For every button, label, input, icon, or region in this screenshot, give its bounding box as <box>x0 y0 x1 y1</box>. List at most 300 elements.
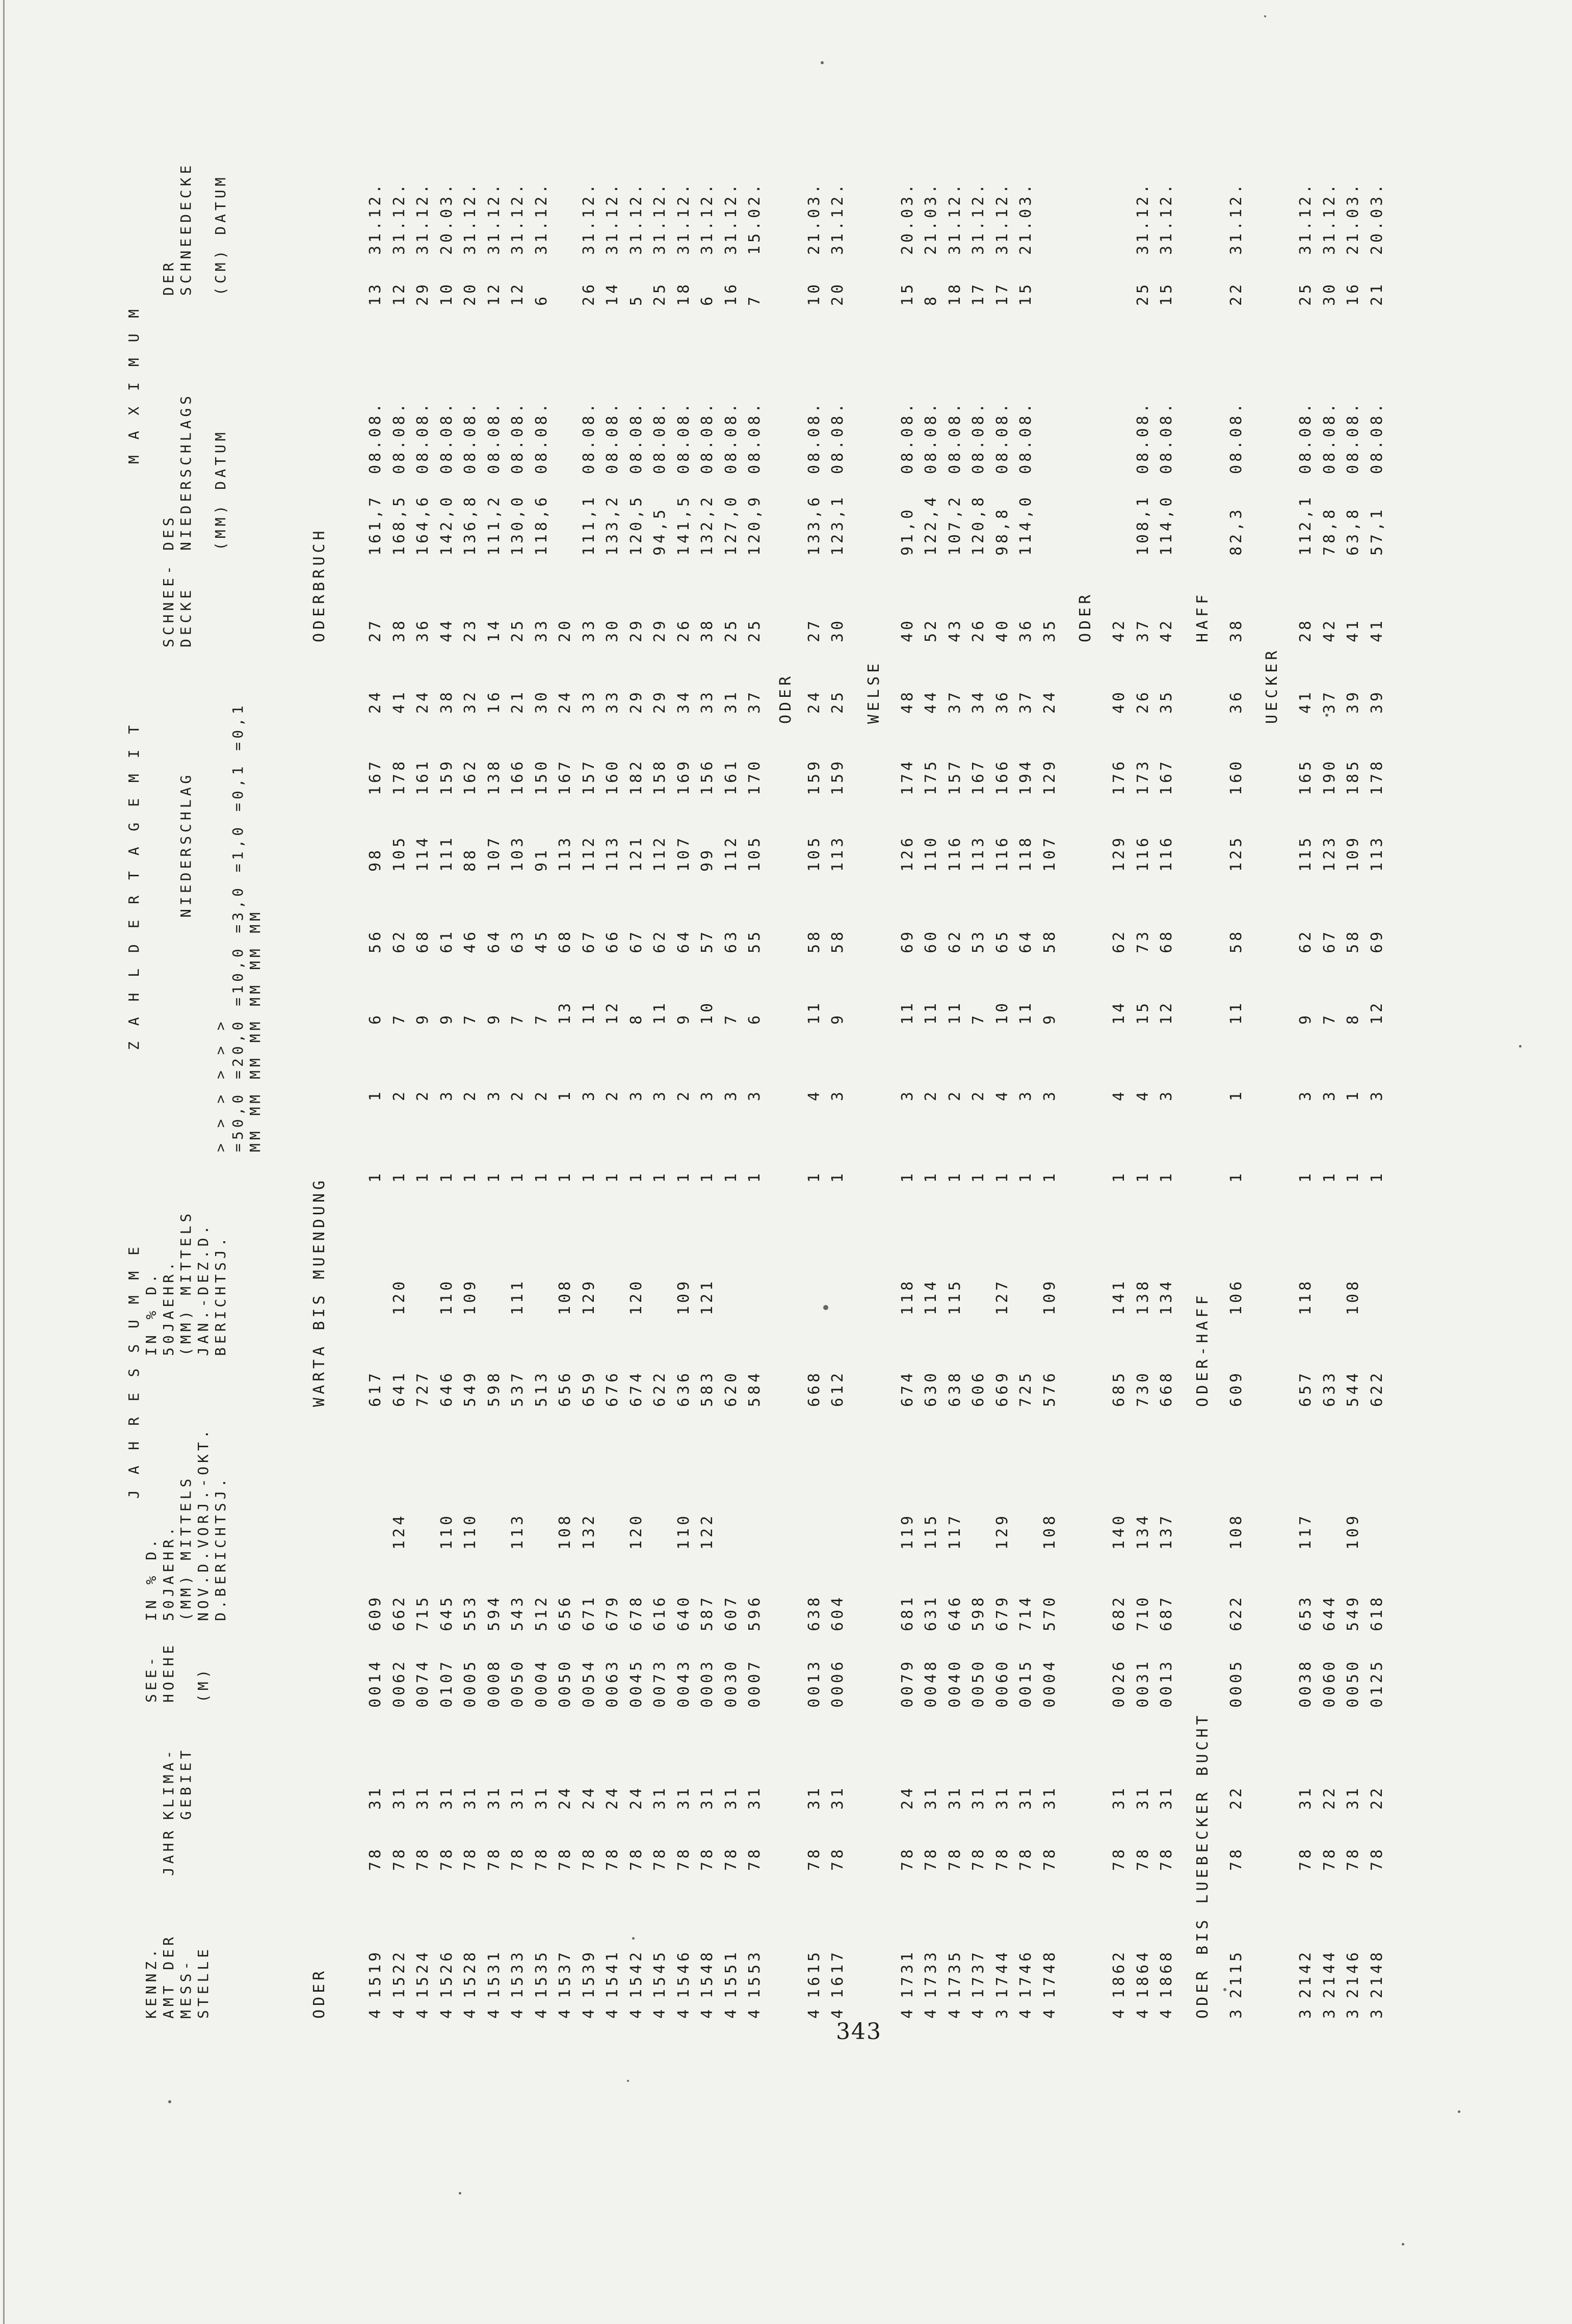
table-cell: 631 <box>922 1594 940 1631</box>
table-cell: 08.08. <box>698 400 716 474</box>
table-cell: 08.08. <box>1134 400 1152 474</box>
table-cell: 127,0 <box>722 494 740 556</box>
table-cell: 112 <box>651 834 669 872</box>
table-cell: 21.03. <box>1017 181 1035 255</box>
table-cell: 31 <box>922 1785 940 1810</box>
table-cell: 12 <box>1368 1000 1386 1025</box>
scan-speck <box>168 2100 171 2103</box>
table-cell: 31.12. <box>627 181 645 255</box>
table-cell: 679 <box>604 1594 621 1631</box>
table-cell: 0074 <box>414 1658 432 1708</box>
table-cell: 37 <box>746 689 764 714</box>
table-cell: 08.08. <box>509 400 527 474</box>
table-cell: 31 <box>674 1785 693 1810</box>
table-cell: 7 <box>509 1012 527 1025</box>
table-cell: 3 <box>1297 2006 1315 2019</box>
header-seehoehe: SEE- <box>143 1654 160 1703</box>
scan-speck <box>632 1937 635 1940</box>
table-cell: 6 <box>698 293 716 306</box>
table-cell: 08.08. <box>946 400 964 474</box>
table-cell: 64 <box>485 928 503 953</box>
header-max-niederschlag: (MM) DATUM <box>212 429 229 551</box>
table-cell: 62 <box>390 928 408 953</box>
section-label-oder-haff: ODER-HAFF <box>1193 1292 1212 1407</box>
table-cell: 118 <box>898 1278 916 1315</box>
table-cell: 583 <box>698 1370 716 1407</box>
table-cell: 31.12. <box>1297 181 1315 255</box>
table-cell: 78 <box>414 1846 432 1871</box>
table-cell: 0073 <box>651 1658 669 1708</box>
table-cell: 62 <box>946 928 964 953</box>
table-cell: 115 <box>1297 834 1315 872</box>
table-cell: 30 <box>829 617 847 642</box>
table-cell: 6 <box>532 293 551 306</box>
table-cell: 2146 <box>1344 1949 1362 1998</box>
table-cell: 107 <box>485 834 503 872</box>
table-cell: 638 <box>946 1370 964 1407</box>
table-cell: 67 <box>1320 928 1339 953</box>
table-cell: 1 <box>970 1170 987 1183</box>
table-cell: 120,9 <box>746 494 764 556</box>
table-cell: 4 <box>651 2006 669 2019</box>
table-cell: 78 <box>722 1846 740 1871</box>
table-cell: 0054 <box>580 1658 598 1708</box>
table-cell: 31.12. <box>485 181 503 255</box>
table-cell: 138 <box>1134 1278 1152 1315</box>
table-cell: 645 <box>437 1594 456 1631</box>
table-cell: 27 <box>366 617 384 642</box>
table-cell: 1748 <box>1040 1949 1059 1998</box>
table-cell: 78 <box>1110 1846 1128 1871</box>
table-cell: 165 <box>1297 758 1315 795</box>
header-max-schneedecke: DER <box>160 259 177 296</box>
header-jahr: JAHR <box>160 1827 177 1876</box>
table-cell: 08.08. <box>746 400 764 474</box>
table-cell: 160 <box>1227 758 1245 795</box>
table-cell: 0005 <box>461 1658 479 1708</box>
table-cell: 669 <box>993 1370 1011 1407</box>
table-cell: 129 <box>1040 758 1059 795</box>
table-cell: 41 <box>390 689 408 714</box>
table-cell: 103 <box>509 834 527 872</box>
table-cell: 15.02. <box>746 181 764 255</box>
table-cell: 126 <box>898 834 916 872</box>
table-cell: 22 <box>1227 281 1245 306</box>
table-cell: 24 <box>627 1785 645 1810</box>
table-cell: 178 <box>390 758 408 795</box>
table-cell: 30 <box>532 689 551 714</box>
table-cell: 111,1 <box>580 494 598 556</box>
section-label-haff: HAFF <box>1193 591 1212 642</box>
table-cell: 78 <box>674 1846 693 1871</box>
table-cell: 08.08. <box>461 400 479 474</box>
table-cell: 31.12. <box>970 181 987 255</box>
table-cell: 69 <box>898 928 916 953</box>
table-cell: 24 <box>556 689 574 714</box>
table-cell: 29 <box>627 689 645 714</box>
table-cell: 31.12. <box>390 181 408 255</box>
table-cell: 31 <box>829 1785 847 1810</box>
table-cell: 1 <box>1344 1088 1362 1101</box>
table-cell: 2 <box>922 1088 940 1101</box>
table-cell: 31.12. <box>366 181 384 255</box>
table-cell: 24 <box>898 1785 916 1810</box>
table-cell: 15 <box>1017 281 1035 306</box>
table-cell: 24 <box>366 689 384 714</box>
table-cell: 109 <box>1344 1512 1362 1550</box>
table-cell: 31.12. <box>461 181 479 255</box>
table-cell: 6 <box>746 1012 764 1025</box>
table-cell: 159 <box>805 758 823 795</box>
table-cell: 4 <box>461 2006 479 2019</box>
table-cell: 3 <box>627 1088 645 1101</box>
table-cell: 55 <box>746 928 764 953</box>
table-cell: 64 <box>674 928 693 953</box>
table-cell: 29 <box>627 617 645 642</box>
table-cell: 1 <box>390 1170 408 1183</box>
table-cell: 58 <box>1344 928 1362 953</box>
table-cell: 21 <box>1368 281 1386 306</box>
table-cell: 1 <box>509 1170 527 1183</box>
table-cell: 3 <box>651 1088 669 1101</box>
table-cell: 725 <box>1017 1370 1035 1407</box>
table-cell: 78 <box>993 1846 1011 1871</box>
table-cell: 14 <box>485 617 503 642</box>
table-cell: 620 <box>722 1370 740 1407</box>
table-cell: 2148 <box>1368 1949 1386 1998</box>
header-klimagebiet: GEBIET <box>177 1746 194 1820</box>
table-cell: 9 <box>437 1012 456 1025</box>
table-cell: 0050 <box>509 1658 527 1708</box>
table-cell: 13 <box>556 1000 574 1025</box>
table-cell: 570 <box>1040 1594 1059 1631</box>
table-cell: 58 <box>1227 928 1245 953</box>
table-cell: 4 <box>437 2006 456 2019</box>
table-cell: 40 <box>993 617 1011 642</box>
table-cell: 58 <box>1040 928 1059 953</box>
table-cell: 12 <box>390 281 408 306</box>
table-cell: 08.08. <box>1227 400 1245 474</box>
table-cell: 78 <box>651 1846 669 1871</box>
table-cell: 0060 <box>993 1658 1011 1708</box>
table-cell: 25 <box>829 689 847 714</box>
table-cell: 656 <box>556 1594 574 1631</box>
table-cell: 1 <box>532 1170 551 1183</box>
table-cell: 3 <box>829 1088 847 1101</box>
table-cell: 12 <box>509 281 527 306</box>
table-cell: 31.12. <box>532 181 551 255</box>
table-cell: 31.12. <box>651 181 669 255</box>
table-cell: 117 <box>1297 1512 1315 1550</box>
table-cell: 38 <box>1227 617 1245 642</box>
table-cell: 618 <box>1368 1594 1386 1631</box>
table-cell: 4 <box>922 2006 940 2019</box>
table-cell: 164,6 <box>414 494 432 556</box>
table-cell: 9 <box>485 1012 503 1025</box>
scan-speck <box>1402 2243 1404 2245</box>
table-cell: 1528 <box>461 1949 479 1998</box>
table-cell: 31 <box>1040 1785 1059 1810</box>
table-cell: 0050 <box>556 1658 574 1708</box>
table-cell: 08.08. <box>829 400 847 474</box>
table-cell: 64 <box>1017 928 1035 953</box>
table-cell: 158 <box>651 758 669 795</box>
table-cell: 56 <box>366 928 384 953</box>
table-cell: 512 <box>532 1594 551 1631</box>
table-cell: 27 <box>805 617 823 642</box>
table-cell: 2 <box>461 1088 479 1101</box>
table-cell: 3 <box>1158 1088 1175 1101</box>
table-cell: 636 <box>674 1370 693 1407</box>
table-cell: 576 <box>1040 1370 1059 1407</box>
scan-speck <box>459 2192 461 2195</box>
table-cell: 2144 <box>1320 1949 1339 1998</box>
table-cell: 4 <box>1158 2006 1175 2019</box>
table-cell: 33 <box>580 617 598 642</box>
table-cell: 107,2 <box>946 494 964 556</box>
table-cell: 53 <box>970 928 987 953</box>
table-cell: 617 <box>366 1370 384 1407</box>
table-cell: 108 <box>556 1512 574 1550</box>
table-cell: 31.12. <box>509 181 527 255</box>
table-cell: 26 <box>970 617 987 642</box>
table-cell: 169 <box>674 758 693 795</box>
table-cell: 08.08. <box>1344 400 1362 474</box>
table-cell: 4 <box>805 2006 823 2019</box>
header-kennz-amt: STELLE <box>195 1945 212 2019</box>
table-cell: 0048 <box>922 1658 940 1708</box>
table-cell: 120 <box>390 1278 408 1315</box>
table-cell: 544 <box>1344 1370 1362 1407</box>
table-cell: 4 <box>509 2006 527 2019</box>
header-col-nov-okt: IN % D. <box>143 1535 160 1621</box>
scan-speck <box>1325 714 1328 717</box>
table-cell: 1 <box>627 1170 645 1183</box>
table-cell: 185 <box>1344 758 1362 795</box>
header-kennz-amt: KENNZ. <box>143 1945 160 2019</box>
table-cell: 36 <box>1017 617 1035 642</box>
table-cell: 20.03. <box>437 181 456 255</box>
table-cell: 640 <box>674 1594 693 1631</box>
table-cell: 114,0 <box>1158 494 1175 556</box>
table-cell: 78 <box>1158 1846 1175 1871</box>
table-cell: 10 <box>993 1000 1011 1025</box>
table-cell: 1553 <box>746 1949 764 1998</box>
table-cell: 676 <box>604 1370 621 1407</box>
table-cell: 549 <box>461 1370 479 1407</box>
table-cell: 31.12. <box>674 181 693 255</box>
table-cell: 113 <box>604 834 621 872</box>
table-cell: 646 <box>946 1594 964 1631</box>
table-cell: 671 <box>580 1594 598 1631</box>
table-cell: 39 <box>1344 689 1362 714</box>
table-cell: 17 <box>970 281 987 306</box>
table-cell: 606 <box>970 1370 987 1407</box>
table-cell: 1 <box>556 1088 574 1101</box>
table-cell: 1542 <box>627 1949 645 1998</box>
table-cell: 1 <box>1158 1170 1175 1183</box>
table-cell: 1862 <box>1110 1949 1128 1998</box>
header-seehoehe: HOEHE <box>160 1641 177 1703</box>
table-cell: 107 <box>1040 834 1059 872</box>
table-cell: 2 <box>390 1088 408 1101</box>
table-cell: 119 <box>898 1512 916 1550</box>
scan-speck <box>1519 1045 1522 1048</box>
table-cell: 46 <box>461 928 479 953</box>
table-cell: 08.08. <box>993 400 1011 474</box>
table-cell: 31 <box>509 1785 527 1810</box>
table-cell: 108 <box>1227 1512 1245 1550</box>
table-cell: 9 <box>1040 1012 1059 1025</box>
table-cell: 110 <box>437 1512 456 1550</box>
table-cell: 69 <box>1368 928 1386 953</box>
table-cell: 15 <box>1158 281 1175 306</box>
header-max-niederschlag: NIEDERSCHLAGS <box>177 392 194 551</box>
table-cell: 30 <box>1320 281 1339 306</box>
table-cell: 4 <box>898 2006 916 2019</box>
table-cell: 109 <box>674 1278 693 1315</box>
table-cell: 25 <box>1297 281 1315 306</box>
table-cell: 644 <box>1320 1594 1339 1631</box>
table-cell: 2 <box>970 1088 987 1101</box>
table-cell: 633 <box>1320 1370 1339 1407</box>
table-cell: 08.08. <box>651 400 669 474</box>
header-maximum: M A X I M U M <box>125 305 142 464</box>
table-cell: 549 <box>1344 1594 1362 1631</box>
table-cell: 31.12. <box>722 181 740 255</box>
table-cell: 687 <box>1158 1594 1175 1631</box>
table-cell: 114,0 <box>1017 494 1035 556</box>
table-cell: 78 <box>698 1846 716 1871</box>
table-cell: 78 <box>366 1846 384 1871</box>
table-cell: 3 <box>1040 1088 1059 1101</box>
table-cell: 1 <box>461 1170 479 1183</box>
table-cell: 63,8 <box>1344 506 1362 556</box>
table-cell: 11 <box>1017 1000 1035 1025</box>
table-cell: 114 <box>414 834 432 872</box>
table-cell: 4 <box>1040 2006 1059 2019</box>
table-cell: 1 <box>556 1170 574 1183</box>
table-cell: 727 <box>414 1370 432 1407</box>
table-cell: 37 <box>1320 689 1339 714</box>
table-cell: 0050 <box>970 1658 987 1708</box>
table-cell: 120 <box>627 1278 645 1315</box>
table-cell: 08.08. <box>627 400 645 474</box>
table-cell: 29 <box>414 281 432 306</box>
table-cell: 108 <box>1040 1512 1059 1550</box>
table-cell: 6 <box>366 1012 384 1025</box>
table-cell: 653 <box>1297 1594 1315 1631</box>
table-cell: 161 <box>414 758 432 795</box>
table-cell: 1 <box>366 1088 384 1101</box>
table-cell: 82,3 <box>1227 506 1245 556</box>
table-cell: 596 <box>746 1594 764 1631</box>
table-cell: 28 <box>1297 617 1315 642</box>
table-cell: 1615 <box>805 1949 823 1998</box>
table-cell: 0062 <box>390 1658 408 1708</box>
section-label-warta: WARTA BIS MUENDUNG <box>310 1177 328 1407</box>
table-cell: 08.08. <box>922 400 940 474</box>
table-cell: 110 <box>674 1512 693 1550</box>
table-cell: 1 <box>922 1170 940 1183</box>
table-cell: 78 <box>627 1846 645 1871</box>
table-cell: 31 <box>485 1785 503 1810</box>
table-cell: 4 <box>674 2006 693 2019</box>
table-cell: 4 <box>390 2006 408 2019</box>
table-cell: 1746 <box>1017 1949 1035 1998</box>
table-cell: 175 <box>922 758 940 795</box>
table-cell: 08.08. <box>532 400 551 474</box>
table-cell: 31 <box>946 1785 964 1810</box>
table-cell: 78 <box>461 1846 479 1871</box>
table-cell: 1 <box>1040 1170 1059 1183</box>
table-cell: 1546 <box>674 1949 693 1998</box>
table-cell: 120 <box>627 1512 645 1550</box>
table-cell: 91,0 <box>898 506 916 556</box>
table-cell: 31 <box>1344 1785 1362 1810</box>
table-cell: 622 <box>1368 1370 1386 1407</box>
table-cell: 1 <box>1134 1170 1152 1183</box>
table-cell: 1868 <box>1158 1949 1175 1998</box>
table-cell: 1533 <box>509 1949 527 1998</box>
table-cell: 7 <box>746 293 764 306</box>
table-cell: 0031 <box>1134 1658 1152 1708</box>
table-cell: 41 <box>1344 617 1362 642</box>
table-cell: 112,1 <box>1297 494 1315 556</box>
table-cell: 78 <box>805 1846 823 1871</box>
table-cell: 668 <box>805 1370 823 1407</box>
table-cell: 20 <box>556 617 574 642</box>
table-cell: 136,8 <box>461 494 479 556</box>
table-cell: 1537 <box>556 1949 574 1998</box>
table-cell: 40 <box>1110 689 1128 714</box>
table-cell: 73 <box>1134 928 1152 953</box>
table-cell: 168,5 <box>390 494 408 556</box>
table-cell: 118 <box>1017 834 1035 872</box>
table-cell: 11 <box>805 1000 823 1025</box>
table-cell: 0026 <box>1110 1658 1128 1708</box>
table-cell: 1 <box>1227 1088 1245 1101</box>
table-cell: 668 <box>1158 1370 1175 1407</box>
table-cell: 1 <box>698 1170 716 1183</box>
table-cell: 134 <box>1134 1512 1152 1550</box>
table-cell: 3 <box>1017 1088 1035 1101</box>
table-cell: 0013 <box>805 1658 823 1708</box>
table-cell: 116 <box>1134 834 1152 872</box>
table-cell: 31 <box>993 1785 1011 1810</box>
table-cell: 166 <box>993 758 1011 795</box>
table-cell: 37 <box>1017 689 1035 714</box>
table-cell: 1 <box>1344 1170 1362 1183</box>
table-cell: 622 <box>651 1370 669 1407</box>
table-cell: 0050 <box>1344 1658 1362 1708</box>
table-cell: 3 <box>1320 1088 1339 1101</box>
table-cell: 08.08. <box>485 400 503 474</box>
header-schneedecke: DECKE <box>177 586 194 647</box>
table-cell: 127 <box>993 1278 1011 1315</box>
header-niederschlag: NIEDERSCHLAG <box>177 771 194 918</box>
table-cell: 22 <box>1227 1785 1245 1810</box>
table-cell: 31.12. <box>946 181 964 255</box>
table-cell: 25 <box>1134 281 1152 306</box>
table-cell: 678 <box>627 1594 645 1631</box>
table-cell: 120,8 <box>970 494 987 556</box>
table-cell: 25 <box>746 617 764 642</box>
table-cell: 15 <box>1134 1000 1152 1025</box>
table-cell: 78 <box>1368 1846 1386 1871</box>
table-cell: 132 <box>580 1512 598 1550</box>
table-cell: 24 <box>805 689 823 714</box>
